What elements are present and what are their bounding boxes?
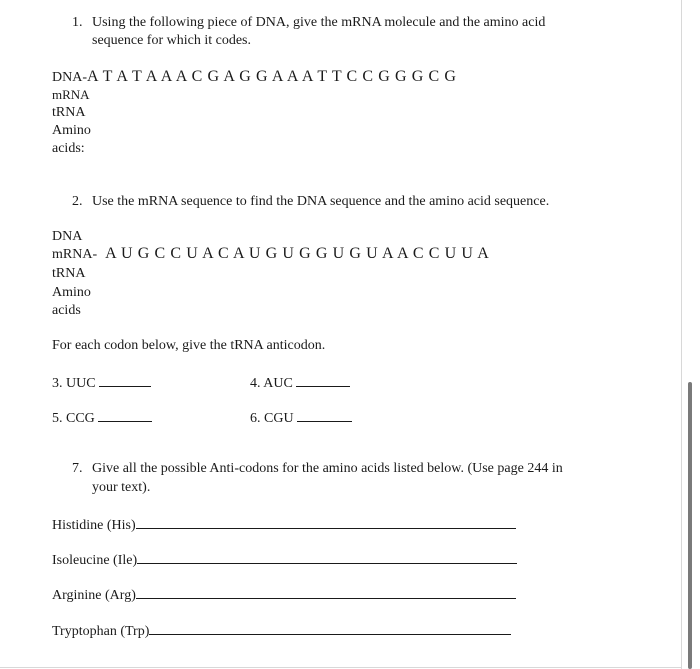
codon-q5-label: 5. CCG: [52, 411, 95, 426]
q2-dna-label: DNA: [52, 229, 83, 244]
q7-arginine-answer-blank[interactable]: [136, 585, 516, 599]
q2-mrna-row: [52, 245, 489, 264]
codon-q4-answer-blank[interactable]: [296, 373, 350, 387]
q7-histidine-row: [52, 515, 516, 535]
page-edge-bottom: [0, 667, 682, 668]
q7-prompt-line2: your text).: [92, 480, 151, 495]
codon-q6-answer-blank[interactable]: [297, 408, 352, 422]
q2-prompt: Use the mRNA sequence to find the DNA sequence and the amino acid sequence.: [92, 194, 550, 209]
q2-acids-label: acids: [52, 303, 81, 318]
page-edge-right: [681, 0, 682, 669]
q2-number: 2.: [72, 194, 83, 209]
q1-mrna-label: mRNA: [52, 87, 90, 102]
q1-trna-label: tRNA: [52, 105, 86, 120]
q7-isoleucine-answer-blank[interactable]: [137, 550, 517, 564]
q2-trna-label: tRNA: [52, 266, 86, 281]
q7-histidine-answer-blank[interactable]: [136, 515, 516, 529]
codon-q4: [250, 373, 350, 393]
q1-amino-label: Amino: [52, 123, 91, 138]
q7-prompt-line1: Give all the possible Anti-codons for the amino acids listed below. (Use page 244 in: [92, 461, 563, 476]
q7-histidine-label: Histidine (His): [52, 518, 136, 533]
q7-tryptophan-label: Tryptophan (Trp): [52, 624, 150, 639]
q1-dna-sequence: A T A T A A A C G A G G A A A T T C C G G G C G: [87, 68, 457, 85]
q7-number: 7.: [72, 461, 83, 476]
q1-dna-label: DNA-: [52, 70, 87, 85]
q7-tryptophan-row: [52, 621, 511, 641]
q2-mrna-label: mRNA-: [52, 247, 98, 262]
codon-q5: [52, 408, 152, 428]
codon-q6: [250, 408, 352, 428]
codon-q3-label: 3. UUC: [52, 376, 96, 391]
q7-isoleucine-row: [52, 550, 517, 570]
codon-q6-label: 6. CGU: [250, 411, 294, 426]
q1-dna-row: [52, 68, 457, 87]
codon-instructions: For each codon below, give the tRNA anticodon.: [52, 338, 326, 353]
codon-q4-label: 4. AUC: [250, 376, 293, 391]
codon-q3: [52, 373, 151, 393]
q7-arginine-row: [52, 585, 516, 605]
q7-isoleucine-label: Isoleucine (Ile): [52, 553, 138, 568]
q2-mrna-sequence: A U G C C U A C A U G U G G U G U A A C C U U A: [105, 245, 490, 262]
codon-q5-answer-blank[interactable]: [98, 408, 152, 422]
q1-number: 1.: [72, 15, 83, 30]
q7-arginine-label: Arginine (Arg): [52, 588, 136, 603]
q7-tryptophan-answer-blank[interactable]: [149, 621, 511, 635]
q1-acids-label: acids:: [52, 141, 85, 156]
q1-prompt-line1: Using the following piece of DNA, give the mRNA molecule and the amino acid: [92, 15, 546, 30]
codon-q3-answer-blank[interactable]: [99, 373, 151, 387]
vertical-scrollbar[interactable]: [688, 382, 692, 669]
q2-amino-label: Amino: [52, 285, 91, 300]
q1-prompt-line2: sequence for which it codes.: [92, 33, 251, 48]
